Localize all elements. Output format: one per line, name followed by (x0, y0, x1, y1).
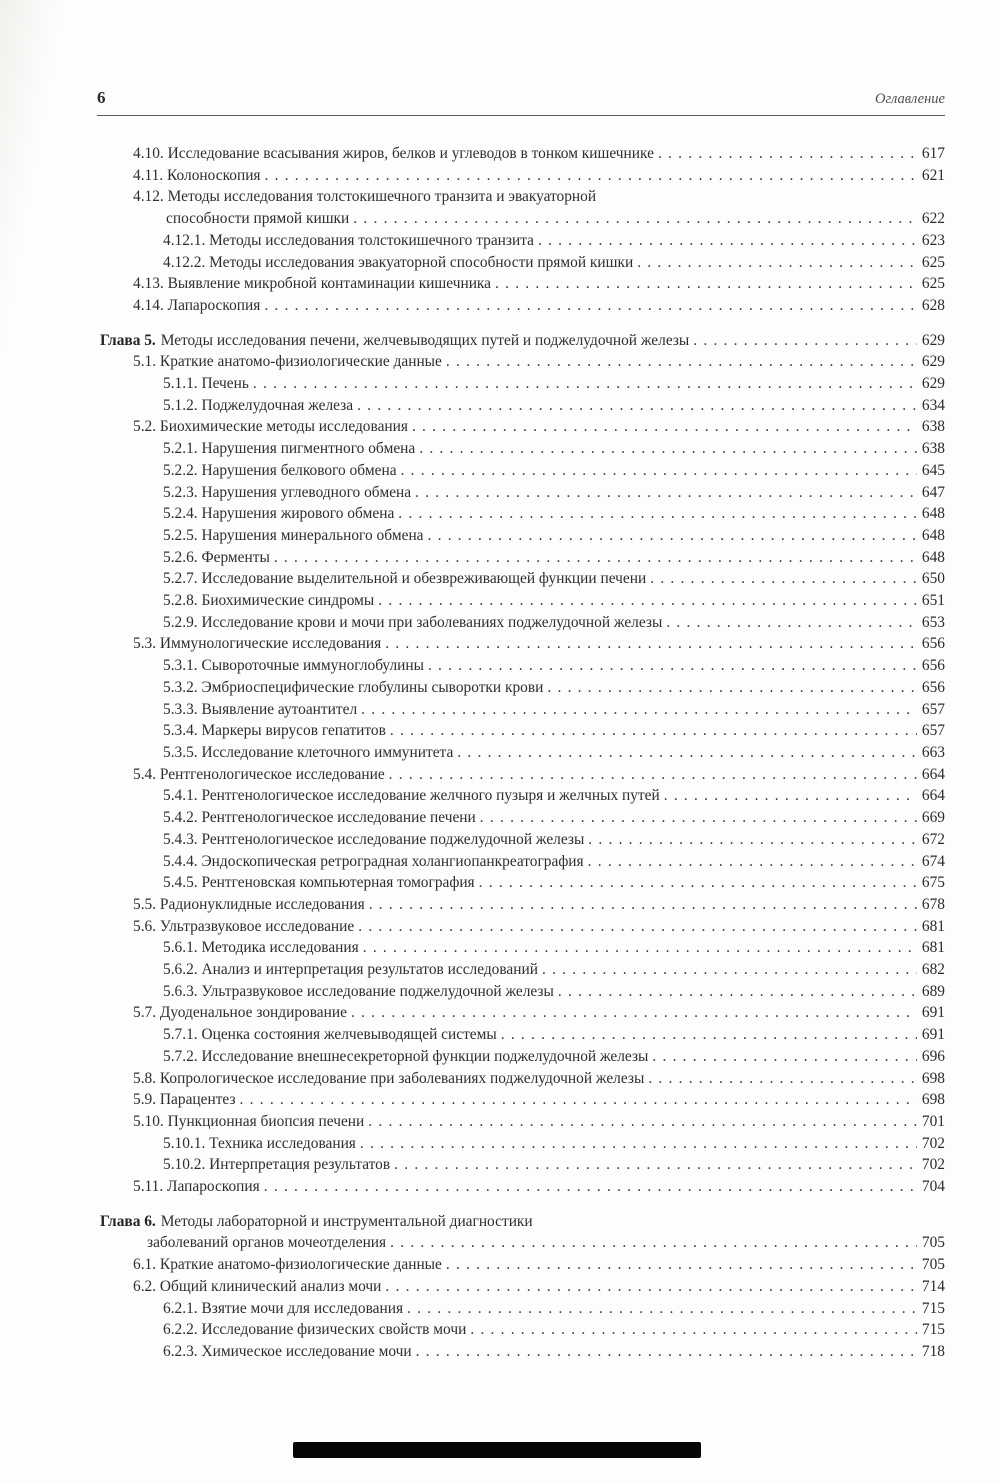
page-number: 648 (921, 526, 945, 544)
page-number: 625 (921, 275, 945, 293)
page-number: 702 (921, 1156, 945, 1174)
running-title: Оглавление (875, 91, 945, 107)
entry-title: 5.4.5. Рентгеновская компьютерная томография (163, 874, 475, 892)
entry-title: 4.14. Лапароскопия (133, 296, 261, 314)
dot-leader (446, 1254, 917, 1276)
page-number: 714 (921, 1277, 945, 1295)
entry-title: 5.4.1. Рентгенологическое исследование желчного пузыря и желчных путей (163, 787, 660, 805)
dot-leader (538, 230, 917, 252)
dot-leader (470, 1319, 917, 1341)
page-number: 629 (921, 331, 945, 349)
page-number: 698 (921, 1069, 945, 1087)
dot-leader (457, 742, 917, 764)
entry-title: 5.9. Парацентез (133, 1091, 236, 1109)
page-number: 705 (921, 1256, 945, 1274)
page-number: 629 (921, 375, 945, 393)
page-number: 698 (921, 1091, 945, 1109)
dot-leader (240, 1089, 917, 1111)
toc-entry (100, 872, 945, 894)
page-number: 696 (921, 1047, 945, 1065)
page-number: 715 (921, 1321, 945, 1339)
dot-leader (390, 720, 917, 742)
entry-title: 5.10. Пункционная биопсия печени (133, 1112, 365, 1130)
dot-leader (264, 295, 917, 317)
toc-entry (100, 1254, 945, 1276)
dot-leader (401, 460, 917, 482)
entry-title: 5.2.5. Нарушения минерального обмена (163, 526, 424, 544)
page-number: 628 (921, 296, 945, 314)
dot-leader (398, 503, 917, 525)
scan-artifact-bar (293, 1442, 701, 1458)
dot-leader (479, 872, 917, 894)
dot-leader (664, 785, 917, 807)
page-number: 715 (921, 1299, 945, 1317)
entry-title: 5.1.2. Поджелудочная железа (163, 396, 354, 414)
page-number: 701 (921, 1112, 945, 1130)
entry-title: 5.2.6. Ферменты (163, 548, 270, 566)
entry-title: 5.4.2. Рентгенологическое исследование печени (163, 809, 476, 827)
entry-title: 5.3.2. Эмбриоспецифические глобулины сыворотки крови (163, 678, 544, 696)
dot-leader (385, 1276, 917, 1298)
page-number: 621 (921, 166, 945, 184)
page-number: 648 (921, 505, 945, 523)
page-number: 653 (921, 613, 945, 631)
page-number: 617 (921, 145, 945, 162)
dot-leader (419, 438, 917, 460)
toc-entry (100, 1298, 945, 1320)
toc-entry (100, 1232, 945, 1254)
page-number: 638 (921, 418, 945, 436)
dot-leader (637, 252, 917, 274)
dot-leader (389, 764, 917, 786)
entry-title: 5.3.1. Сывороточные иммуноглобулины (163, 657, 424, 675)
toc-entry (100, 720, 945, 742)
entry-title: 5.7.2. Исследование внешнесекреторной функции поджелудочной железы (163, 1047, 649, 1065)
page-number: 689 (921, 982, 945, 1000)
toc-entry (100, 230, 945, 252)
dot-leader (416, 1341, 917, 1363)
entry-title: 5.6.3. Ультразвуковое исследование поджелудочной железы (163, 982, 554, 1000)
entry-title: 5.11. Лапароскопия (133, 1178, 260, 1196)
entry-title: 4.10. Исследование всасывания жиров, белков и углеводов в тонком кишечнике (133, 145, 654, 162)
entry-title: 5.4.4. Эндоскопическая ретроградная холангиопанкреатография (163, 852, 584, 870)
page-number: 672 (921, 830, 945, 848)
toc-entry (100, 186, 945, 208)
toc-entry (100, 252, 945, 274)
page-number: 638 (921, 440, 945, 458)
entry-title: 6.2.2. Исследование физических свойств мочи (163, 1321, 467, 1339)
entry-title: 5.6.2. Анализ и интерпретация результатов исследований (163, 961, 538, 979)
entry-title: 6.2.1. Взятие мочи для исследования (163, 1299, 404, 1317)
dot-leader (363, 937, 917, 959)
page-number: 704 (921, 1178, 945, 1196)
toc-entry (100, 699, 945, 721)
entry-title: 4.11. Колоноскопия (133, 166, 261, 184)
toc-entry (100, 165, 945, 187)
dot-leader (428, 525, 917, 547)
page-number: 625 (921, 253, 945, 271)
page-number: 647 (921, 483, 945, 501)
toc-entry (100, 143, 945, 165)
entry-title: 5.4.3. Рентгенологическое исследование поджелудочной железы (163, 830, 585, 848)
dot-leader (407, 1298, 917, 1320)
page-number: 656 (921, 678, 945, 696)
toc-entry (100, 416, 945, 438)
dot-leader (446, 351, 917, 373)
chapter-prefix: Глава 6. (100, 1212, 156, 1230)
page-number: 674 (921, 852, 945, 870)
entry-title: способности прямой кишки (166, 210, 350, 228)
dot-leader (274, 547, 917, 569)
dot-leader (394, 1154, 917, 1176)
dot-leader (542, 959, 917, 981)
dot-leader (693, 330, 917, 352)
dot-leader (428, 655, 917, 677)
entry-title: 4.12.1. Методы исследования толстокишечного транзита (163, 231, 534, 249)
entry-title: 5.3.3. Выявление аутоантител (163, 700, 358, 718)
entry-title: 5.3.5. Исследование клеточного иммунитета (163, 743, 454, 761)
page-number: 718 (921, 1342, 945, 1360)
toc-entry (100, 1046, 945, 1068)
dot-leader (360, 1133, 917, 1155)
page-number: 681 (921, 939, 945, 957)
entry-title: 5.2.3. Нарушения углеводного обмена (163, 483, 412, 501)
toc-entry (100, 1089, 945, 1111)
toc-entry (100, 1133, 945, 1155)
page-number: 623 (921, 231, 945, 249)
dot-leader (253, 373, 917, 395)
toc-entry (100, 395, 945, 417)
dot-leader (369, 894, 917, 916)
toc-entry (100, 295, 945, 317)
dot-leader (547, 677, 917, 699)
page-number: 664 (921, 787, 945, 805)
toc-entry (100, 1111, 945, 1133)
page-number: 629 (921, 353, 945, 371)
folio-page-number: 6 (97, 88, 106, 107)
dot-leader (368, 1111, 917, 1133)
entry-title: Методы исследования печени, желчевыводящих путей и поджелудочной железы (160, 331, 690, 349)
toc-entry (100, 330, 945, 352)
toc-entry (100, 655, 945, 677)
page-number: 664 (921, 765, 945, 783)
toc-entry (100, 590, 945, 612)
entry-title: 6.1. Краткие анатомо-физиологические данные (133, 1256, 442, 1274)
toc-entry (100, 851, 945, 873)
toc-entry (100, 742, 945, 764)
toc-entry (100, 633, 945, 655)
page-number: 622 (921, 210, 945, 228)
dot-leader (666, 612, 917, 634)
entry-title: 5.1.1. Печень (163, 375, 249, 393)
toc-entry (100, 764, 945, 786)
dot-leader (265, 165, 917, 187)
page-number: 663 (921, 743, 945, 761)
page-number: 682 (921, 961, 945, 979)
toc-entry (100, 547, 945, 569)
entry-title: 5.2.1. Нарушения пигментного обмена (163, 440, 416, 458)
dot-leader (361, 699, 917, 721)
page-number: 645 (921, 461, 945, 479)
dot-leader (264, 1176, 917, 1198)
toc-entry (100, 612, 945, 634)
entry-title: 4.13. Выявление микробной контаминации кишечника (133, 275, 492, 293)
entry-title: 5.2.7. Исследование выделительной и обезвреживающей функции печени (163, 570, 647, 588)
dot-leader (351, 1002, 917, 1024)
page-number: 634 (921, 396, 945, 414)
page-number: 691 (921, 1004, 945, 1022)
page-number: 705 (921, 1234, 945, 1252)
dot-leader (648, 1068, 917, 1090)
dot-leader (588, 829, 917, 851)
toc-entry (100, 568, 945, 590)
dot-leader (495, 273, 917, 295)
toc-entry (100, 1276, 945, 1298)
toc-entry (100, 273, 945, 295)
page-number: 656 (921, 657, 945, 675)
toc-entry (100, 981, 945, 1003)
toc-entry (100, 208, 945, 230)
entry-title: 5.3. Иммунологические исследования (133, 635, 382, 653)
toc-entry (100, 916, 945, 938)
dot-leader (358, 916, 917, 938)
dot-leader (353, 208, 917, 230)
toc-entry (100, 482, 945, 504)
entry-title: 6.2. Общий клинический анализ мочи (133, 1277, 382, 1295)
toc-entry (100, 438, 945, 460)
dot-leader (415, 482, 917, 504)
dot-leader (501, 1024, 917, 1046)
entry-title: 5.1. Краткие анатомо-физиологические данные (133, 353, 442, 371)
dot-leader (558, 981, 917, 1003)
page-number: 657 (921, 722, 945, 740)
dot-leader (390, 1232, 917, 1254)
page-header (97, 88, 945, 116)
toc-entry (100, 937, 945, 959)
page-number: 678 (921, 895, 945, 913)
toc-entry (100, 1068, 945, 1090)
page-number: 651 (921, 592, 945, 610)
page-number: 657 (921, 700, 945, 718)
page-number: 669 (921, 809, 945, 827)
toc-entry (100, 1319, 945, 1341)
entry-title: 5.2. Биохимические методы исследования (133, 418, 408, 436)
dot-leader (378, 590, 917, 612)
toc-entry (100, 503, 945, 525)
entry-title: 5.2.2. Нарушения белкового обмена (163, 461, 397, 479)
page-number: 691 (921, 1026, 945, 1044)
entry-title: 5.6. Ультразвуковое исследование (133, 917, 355, 935)
entry-title: заболеваний органов мочеотделения (147, 1234, 387, 1252)
entry-title: 5.10.2. Интерпретация результатов (163, 1156, 391, 1174)
entry-title: 5.2.4. Нарушения жирового обмена (163, 505, 395, 523)
dot-leader (652, 1046, 917, 1068)
toc-entry (100, 1341, 945, 1363)
toc-entry (100, 1024, 945, 1046)
toc-entry (100, 1154, 945, 1176)
toc-entry (100, 829, 945, 851)
page-number: 702 (921, 1134, 945, 1152)
entry-title: 5.2.9. Исследование крови и мочи при заболеваниях поджелудочной железы (163, 613, 663, 631)
page-number: 681 (921, 917, 945, 935)
dot-leader (650, 568, 917, 590)
entry-title: 5.5. Радионуклидные исследования (133, 895, 365, 913)
dot-leader (357, 395, 917, 417)
entry-title: 5.7.1. Оценка состояния желчевыводящей системы (163, 1026, 497, 1044)
entry-title: 4.12.2. Методы исследования эвакуаторной способности прямой кишки (163, 253, 634, 271)
toc-entry (100, 460, 945, 482)
dot-leader (480, 807, 917, 829)
dot-leader (588, 851, 917, 873)
entry-title: 5.10.1. Техника исследования (163, 1134, 356, 1152)
page-number: 656 (921, 635, 945, 653)
toc-list (100, 143, 945, 1363)
entry-title: Методы лабораторной и инструментальной диагностики (160, 1212, 533, 1230)
dot-leader (658, 143, 917, 165)
page-number: 648 (921, 548, 945, 566)
toc-entry (100, 351, 945, 373)
toc-entry (100, 373, 945, 395)
entry-title: 5.3.4. Маркеры вирусов гепатитов (163, 722, 386, 740)
toc-entry (100, 1176, 945, 1198)
entry-title: 5.8. Копрологическое исследование при заболеваниях поджелудочной железы (133, 1069, 645, 1087)
dot-leader (412, 416, 917, 438)
toc-entry (100, 677, 945, 699)
page-number: 675 (921, 874, 945, 892)
toc-entry (100, 1211, 945, 1233)
toc-entry (100, 807, 945, 829)
entry-title: 5.2.8. Биохимические синдромы (163, 592, 375, 610)
dot-leader (385, 633, 917, 655)
page-number: 650 (921, 570, 945, 588)
entry-title: 5.7. Дуоденальное зондирование (133, 1004, 347, 1022)
chapter-prefix: Глава 5. (100, 331, 156, 349)
toc-entry (100, 959, 945, 981)
toc-entry (100, 525, 945, 547)
entry-title: 6.2.3. Химическое исследование мочи (163, 1342, 412, 1360)
entry-title: 5.6.1. Методика исследования (163, 939, 359, 957)
toc-entry (100, 785, 945, 807)
entry-title: 5.4. Рентгенологическое исследование (133, 765, 385, 783)
entry-title: 4.12. Методы исследования толстокишечного транзита и эвакуаторной (133, 188, 597, 206)
toc-entry (100, 1002, 945, 1024)
toc-entry (100, 894, 945, 916)
